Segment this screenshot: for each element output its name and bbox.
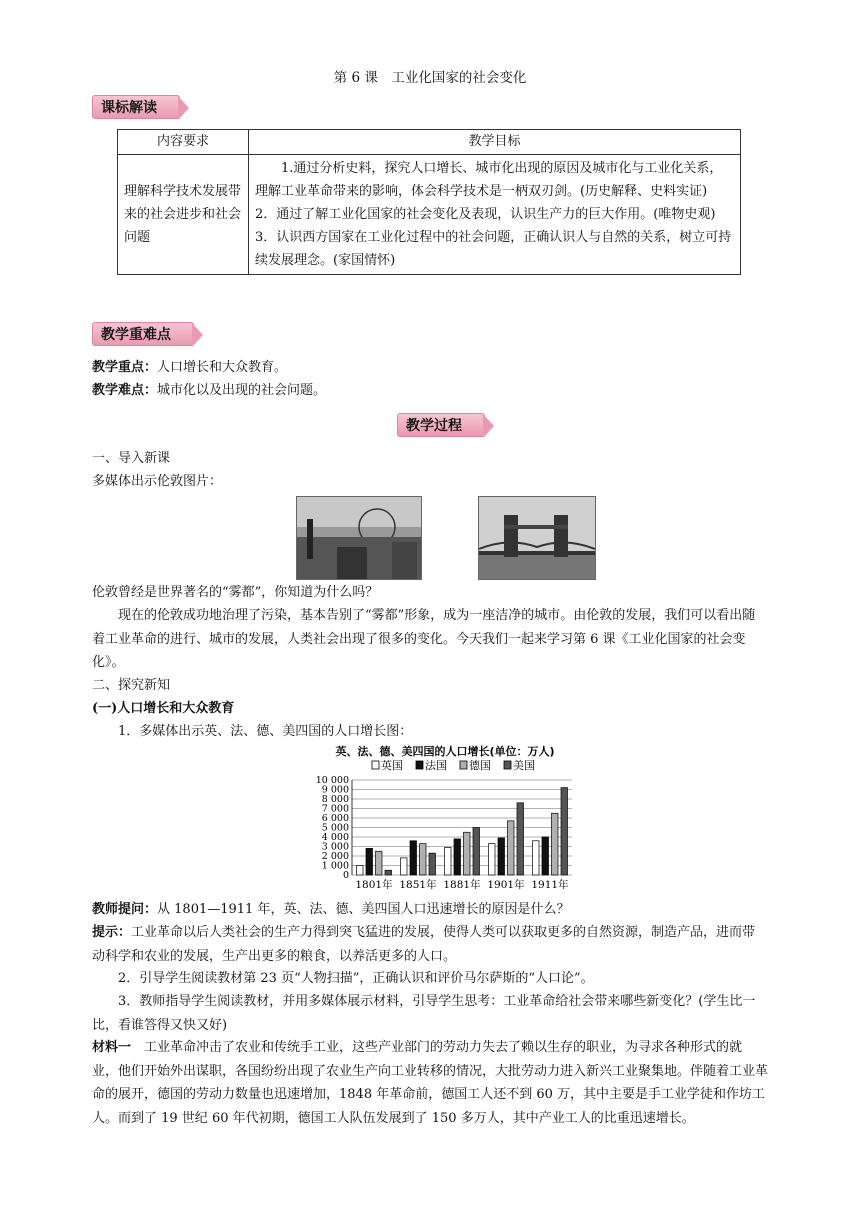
banner-kebiao bbox=[92, 95, 180, 119]
material-one-text: 工业革命冲击了农业和传统手工业，这些产业部门的劳动力失去了赖以生存的职业，为寻求各种形式的就业，他们开始外出谋职，各国纷纷出现了农业生产向工业转移的情况，大批劳动力进入新兴工业聚集地。伴随着工业革命的展开，德国的劳动力数量也迅速增加，1848 年革命前，德国工人还不到 60 万，其中主要是手工业学徒和作坊工人。而到了 19 世纪 60 年代初期，德国工人队伍发展到了 150 多万人，其中产业工人的比重迅速增长。 bbox=[92, 1040, 769, 1126]
header-requirement: 内容要求 bbox=[118, 130, 249, 155]
teacher-question bbox=[92, 898, 768, 922]
goals-cell bbox=[249, 155, 741, 275]
london-eye-image bbox=[297, 497, 421, 579]
legend-label-3: 美国 bbox=[513, 759, 535, 772]
header-goals: 教学目标 bbox=[249, 130, 741, 155]
bar-1911年-英国 bbox=[533, 841, 540, 875]
bar-1911年-法国 bbox=[542, 837, 549, 875]
goal-1: 1.通过分析史料，探究人口增长、城市化出现的原因及城市化与工业化关系，理解工业革命带来的影响，体会科学技术是一柄双刃剑。(历史解释、史料实证) bbox=[255, 161, 723, 199]
y-tick-label: 1 000 bbox=[321, 860, 349, 872]
chart-title: 英、法、德、美四国的人口增长(单位：万人) bbox=[335, 745, 555, 758]
key-points-text: 人口增长和大众教育。 bbox=[157, 360, 288, 375]
banner-kebiao-label: 课标解读 bbox=[101, 100, 157, 116]
bar-1911年-德国 bbox=[552, 813, 559, 875]
teacher-question-label: 教师提问： bbox=[92, 902, 158, 917]
material-one bbox=[92, 1036, 768, 1130]
legend-swatch-0 bbox=[372, 761, 379, 769]
legend-label-0: 英国 bbox=[381, 759, 403, 772]
y-tick-label: 6 000 bbox=[321, 813, 349, 824]
y-tick-label: 0 bbox=[342, 870, 349, 881]
requirement-cell: 理解科学技术发展带来的社会进步和社会问题 bbox=[118, 155, 249, 275]
hint bbox=[92, 921, 768, 968]
x-tick-label: 1851年 bbox=[399, 879, 437, 891]
y-tick-label: 5 000 bbox=[321, 822, 349, 834]
key-points-label: 教学重点： bbox=[92, 360, 158, 375]
bar-1881年-法国 bbox=[454, 839, 461, 875]
standards-table bbox=[117, 129, 741, 275]
bar-1851年-德国 bbox=[420, 844, 427, 875]
difficult-points-label: 教学难点： bbox=[92, 383, 158, 398]
banner-guocheng bbox=[397, 413, 485, 437]
bar-1801年-英国 bbox=[357, 866, 364, 876]
bar-1901年-美国 bbox=[517, 803, 524, 875]
banner-guocheng-label: 教学过程 bbox=[406, 418, 462, 434]
y-tick-label: 2 000 bbox=[321, 851, 349, 862]
bar-1901年-德国 bbox=[508, 821, 515, 875]
hint-text: 工业革命以后人类社会的生产力得到突飞猛进的发展，使得人类可以获取更多的自然资源，制造产品，进而带动科学和农业的发展，生产出更多的粮食，以养活更多的人口。 bbox=[92, 925, 756, 964]
section1-question: 伦敦曾经是世界著名的“雾都”，你知道为什么吗？ bbox=[92, 585, 379, 600]
hint-label: 提示： bbox=[92, 925, 132, 940]
tower-bridge-photo bbox=[478, 496, 596, 580]
key-points bbox=[92, 356, 768, 380]
teacher-question-text: 从 1801—1911 年，英、法、德、美四国人口迅速增长的原因是什么？ bbox=[157, 902, 570, 917]
bar-1801年-德国 bbox=[376, 851, 383, 875]
section2-heading: 二、探究新知 bbox=[92, 678, 171, 693]
chart-plot bbox=[316, 775, 572, 891]
x-tick-label: 1911年 bbox=[531, 879, 569, 891]
section1-intro: 多媒体出示伦敦图片： bbox=[92, 474, 223, 489]
y-tick-label: 10 000 bbox=[315, 775, 349, 786]
y-tick-label: 8 000 bbox=[321, 794, 349, 805]
london-eye-photo bbox=[296, 496, 422, 580]
y-tick-label: 7 000 bbox=[321, 803, 349, 815]
banner-zhongnan-label: 教学重难点 bbox=[101, 327, 171, 343]
material-one-label: 材料一 bbox=[92, 1040, 132, 1055]
x-tick-label: 1881年 bbox=[443, 879, 481, 891]
tower-bridge-image bbox=[479, 497, 595, 579]
goal-3: 3．认识西方国家在工业化过程中的社会问题，正确认识人与自然的关系，树立可持续发展理念。(家国情怀) bbox=[255, 230, 732, 268]
chart-legend bbox=[372, 758, 535, 772]
banner-zhongnan bbox=[92, 322, 194, 346]
y-tick-label: 3 000 bbox=[321, 841, 349, 853]
item3: 3．教师指导学生阅读教材，并用多媒体展示材料，引导学生思考：工业革命给社会带来哪些新变化？(学生比一比，看谁答得又快又好) bbox=[92, 994, 756, 1033]
bar-1901年-英国 bbox=[489, 844, 496, 875]
bar-1801年-美国 bbox=[385, 870, 392, 875]
bar-1881年-英国 bbox=[445, 847, 452, 875]
legend-swatch-2 bbox=[460, 761, 467, 769]
bar-1881年-德国 bbox=[464, 832, 471, 875]
goal-2: 2．通过了解工业化国家的社会变化及表现，认识生产力的巨大作用。(唯物史观) bbox=[255, 207, 716, 222]
legend-label-1: 法国 bbox=[425, 759, 447, 772]
x-tick-label: 1801年 bbox=[355, 879, 393, 891]
section2-subheading: (一)人口增长和大众教育 bbox=[92, 701, 235, 716]
legend-swatch-3 bbox=[504, 761, 511, 769]
section1-heading: 一、导入新课 bbox=[92, 451, 171, 466]
y-tick-label: 9 000 bbox=[321, 784, 349, 796]
x-tick-label: 1901年 bbox=[487, 879, 525, 891]
bar-1911年-美国 bbox=[561, 788, 568, 875]
bar-1881年-美国 bbox=[473, 828, 480, 876]
item1: 1．多媒体出示英、法、德、美四国的人口增长图： bbox=[118, 724, 413, 739]
bar-1801年-法国 bbox=[366, 848, 373, 875]
section1-paragraph: 现在的伦敦成功地治理了污染，基本告别了“雾都”形象，成为一座洁净的城市。由伦敦的发展，我们可以看出随着工业革命的进行、城市的发展，人类社会出现了很多的变化。今天我们一起来学习第 6 课《工业化国家的社会变化》。 bbox=[92, 608, 756, 670]
bar-1851年-法国 bbox=[410, 841, 417, 875]
legend-swatch-1 bbox=[416, 761, 423, 769]
bar-1901年-法国 bbox=[498, 838, 505, 875]
difficult-points bbox=[92, 379, 768, 403]
legend-label-2: 德国 bbox=[469, 759, 491, 772]
page-title: 第 6 课 工业化国家的社会变化 bbox=[333, 70, 527, 86]
difficult-points-text: 城市化以及出现的社会问题。 bbox=[157, 383, 327, 398]
bar-1851年-英国 bbox=[401, 858, 408, 875]
bar-1851年-美国 bbox=[429, 853, 436, 875]
population-chart bbox=[310, 744, 580, 892]
item2: 2．引导学生阅读教材第 23 页“人物扫描”，正确认识和评价马尔萨斯的“人口论”。 bbox=[118, 971, 594, 986]
y-tick-label: 4 000 bbox=[321, 832, 349, 843]
